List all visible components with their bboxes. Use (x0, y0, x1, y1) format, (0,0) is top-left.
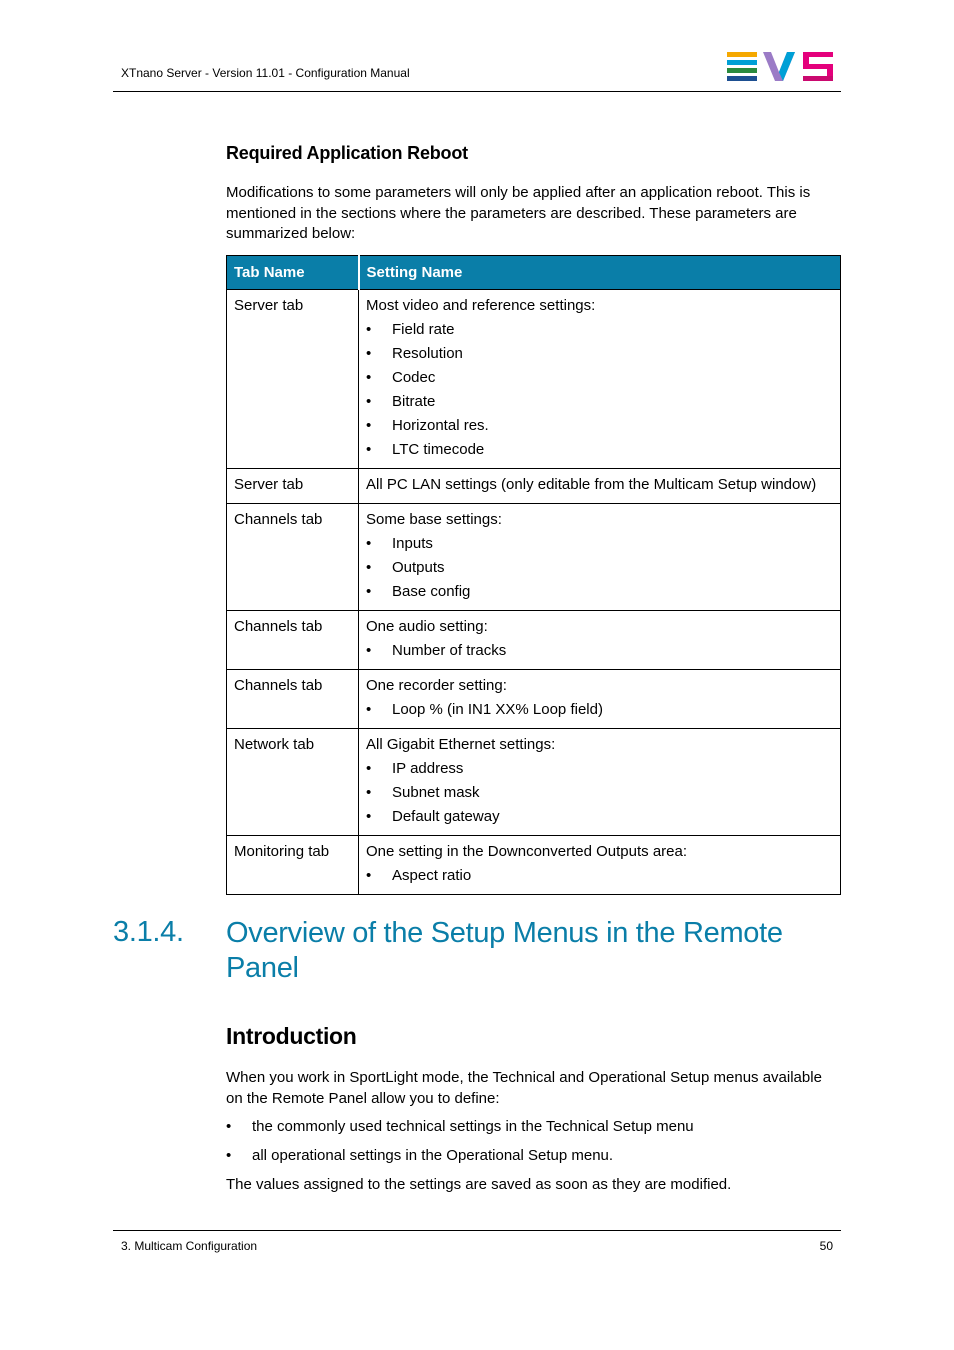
setting-name-cell (359, 290, 841, 469)
bullet-icon: • (366, 784, 372, 801)
list-item (366, 639, 833, 663)
list-item (366, 781, 833, 805)
list-item-text: Outputs (392, 559, 445, 576)
bullet-icon: • (366, 583, 372, 600)
bullet-icon: • (366, 417, 372, 434)
tab-name-cell: Server tab (227, 290, 359, 469)
column-header-tab-name: Tab Name (227, 256, 359, 290)
list-item (366, 318, 833, 342)
list-item (366, 414, 833, 438)
introduction-paragraph: When you work in SportLight mode, the Technical and Operational Setup menus available on the Remote Panel allow you to define: (226, 1069, 822, 1107)
setting-lead-text: Most video and reference settings: (366, 297, 596, 314)
list-item-text: Subnet mask (392, 784, 480, 801)
tab-name-cell: Channels tab (227, 611, 359, 670)
bullet-icon: • (366, 808, 372, 825)
list-item-text: Horizontal res. (392, 417, 489, 434)
section-number: 3.1.4. (113, 916, 184, 948)
list-item (226, 1146, 841, 1166)
page-number: 50 (819, 1239, 833, 1253)
tab-name-cell: Channels tab (227, 670, 359, 729)
list-item-text: Aspect ratio (392, 867, 472, 884)
bullet-icon: • (366, 535, 372, 552)
tab-name-cell: Network tab (227, 729, 359, 836)
page-footer (113, 1230, 841, 1253)
table-row (227, 836, 841, 895)
bullet-icon: • (366, 321, 372, 338)
setting-name-cell (359, 504, 841, 611)
setting-lead-text: Some base settings: (366, 511, 502, 528)
bullet-icon: • (366, 441, 372, 458)
list-item (366, 342, 833, 366)
list-item (366, 556, 833, 580)
setting-lead-text: One recorder setting: (366, 677, 507, 694)
setting-lead-text: All Gigabit Ethernet settings: (366, 736, 556, 753)
evs-logo (727, 52, 835, 82)
introduction-bullet-list (226, 1117, 841, 1175)
setting-name-cell (359, 670, 841, 729)
bullet-icon: • (366, 760, 372, 777)
page-header (113, 0, 841, 92)
list-item (366, 438, 833, 462)
list-item-text: Base config (392, 583, 471, 600)
list-item (366, 805, 833, 829)
table-row (227, 469, 841, 504)
list-item-text: Resolution (392, 345, 463, 362)
tab-name-cell: Monitoring tab (227, 836, 359, 895)
list-item-text: LTC timecode (392, 441, 485, 458)
reboot-parameters-table (226, 255, 841, 895)
setting-name-cell (359, 836, 841, 895)
column-header-setting-name: Setting Name (359, 256, 841, 290)
bullet-icon: • (366, 393, 372, 410)
list-item-text: all operational settings in the Operational Setup menu. (252, 1147, 614, 1164)
list-item (366, 390, 833, 414)
tab-name-cell: Server tab (227, 469, 359, 504)
list-item-text: Bitrate (392, 393, 436, 410)
setting-lead-text: One setting in the Downconverted Outputs area: (366, 843, 688, 860)
tab-name-cell: Channels tab (227, 504, 359, 611)
bullet-icon: • (366, 345, 372, 362)
bullet-icon: • (226, 1147, 232, 1164)
bullet-icon: • (366, 701, 372, 718)
table-row (227, 290, 841, 469)
list-item-text: the commonly used technical settings in the Technical Setup menu (252, 1118, 694, 1135)
bullet-icon: • (366, 642, 372, 659)
section-heading-reboot: Required Application Reboot (226, 143, 468, 163)
bullet-icon: • (226, 1118, 232, 1135)
setting-lead-text: One audio setting: (366, 618, 488, 635)
list-item (366, 698, 833, 722)
bullet-icon: • (366, 559, 372, 576)
bullet-icon: • (366, 369, 372, 386)
table-row (227, 729, 841, 836)
list-item-text: Number of tracks (392, 642, 507, 659)
bullet-icon: • (366, 867, 372, 884)
footer-chapter: 3. Multicam Configuration (121, 1239, 258, 1253)
list-item (366, 864, 833, 888)
section-title: Overview of the Setup Menus in the Remote Panel (226, 917, 783, 984)
list-item (366, 532, 833, 556)
list-item (366, 580, 833, 604)
introduction-heading: Introduction (226, 1023, 357, 1049)
setting-name-cell (359, 611, 841, 670)
list-item (226, 1117, 841, 1137)
setting-name-cell (359, 469, 841, 504)
list-item-text: Inputs (392, 535, 433, 552)
closing-paragraph: The values assigned to the settings are saved as soon as they are modified. (226, 1176, 732, 1193)
list-item-text: Field rate (392, 321, 455, 338)
table-header-row (227, 256, 841, 290)
list-item (366, 366, 833, 390)
list-item-text: IP address (392, 760, 464, 777)
setting-lead-text: All PC LAN settings (only editable from the Multicam Setup window) (366, 476, 817, 493)
table-row (227, 504, 841, 611)
list-item-text: Codec (392, 369, 436, 386)
list-item-text: Loop % (in IN1 XX% Loop field) (392, 701, 603, 718)
table-row (227, 670, 841, 729)
list-item (366, 757, 833, 781)
table-row (227, 611, 841, 670)
list-item-text: Default gateway (392, 808, 500, 825)
table-body (227, 290, 841, 895)
setting-name-cell (359, 729, 841, 836)
document-title: XTnano Server - Version 11.01 - Configuration Manual (121, 66, 410, 80)
reboot-intro-paragraph: Modifications to some parameters will only be applied after an application reboot. This is mentioned in the sections where the parameters are described. These parameters are summarized below: (226, 184, 811, 242)
